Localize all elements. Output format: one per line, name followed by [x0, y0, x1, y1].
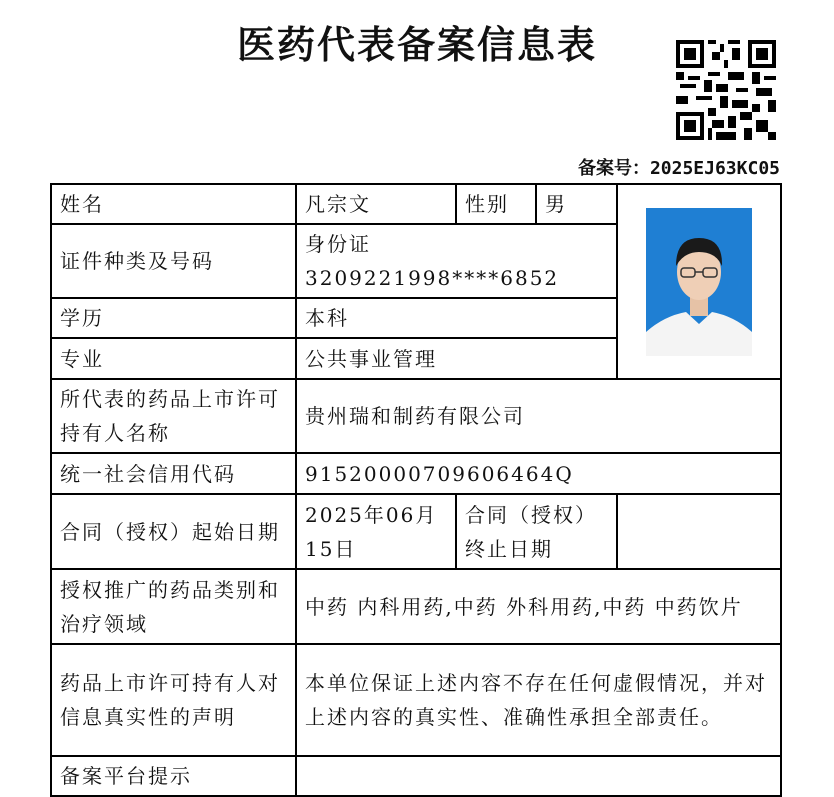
gender-label: 性别: [456, 184, 536, 224]
declaration-label: 药品上市许可持有人对信息真实性的声明: [51, 644, 296, 756]
end-date-label: 合同（授权）终止日期: [456, 494, 617, 569]
credit-code-value: 91520000709606464Q: [296, 453, 781, 494]
photo-cell: [617, 184, 781, 379]
end-date-value: [617, 494, 781, 569]
gender-value: 男: [536, 184, 617, 224]
scope-value: 中药 内科用药,中药 外科用药,中药 中药饮片: [296, 569, 781, 644]
qr-code-icon: [676, 40, 776, 140]
start-date-value: 2025年06月15日: [296, 494, 456, 569]
id-label: 证件种类及号码: [51, 224, 296, 298]
declaration-value: 本单位保证上述内容不存在任何虚假情况，并对上述内容的真实性、准确性承担全部责任。: [296, 644, 781, 756]
holder-label: 所代表的药品上市许可持有人名称: [51, 379, 296, 453]
start-date-label: 合同（授权）起始日期: [51, 494, 296, 569]
scope-label: 授权推广的药品类别和治疗领域: [51, 569, 296, 644]
holder-value: 贵州瑞和制药有限公司: [296, 379, 781, 453]
education-label: 学历: [51, 298, 296, 338]
filing-number-label: 备案号：: [577, 158, 650, 179]
platform-note-label: 备案平台提示: [51, 756, 296, 796]
filing-number-value: 2025EJ63KC05: [649, 158, 780, 179]
id-value: 身份证 3209221998****6852: [296, 224, 617, 298]
credit-code-label: 统一社会信用代码: [51, 453, 296, 494]
filing-number: [578, 154, 780, 180]
id-photo: [646, 208, 752, 356]
name-value: 凡宗文: [296, 184, 456, 224]
form-title: 医药代表备案信息表: [236, 23, 597, 67]
name-label: 姓名: [51, 184, 296, 224]
major-value: 公共事业管理: [296, 338, 617, 379]
info-table: [50, 183, 782, 797]
major-label: 专业: [51, 338, 296, 379]
platform-note-value: [296, 756, 781, 796]
education-value: 本科: [296, 298, 617, 338]
